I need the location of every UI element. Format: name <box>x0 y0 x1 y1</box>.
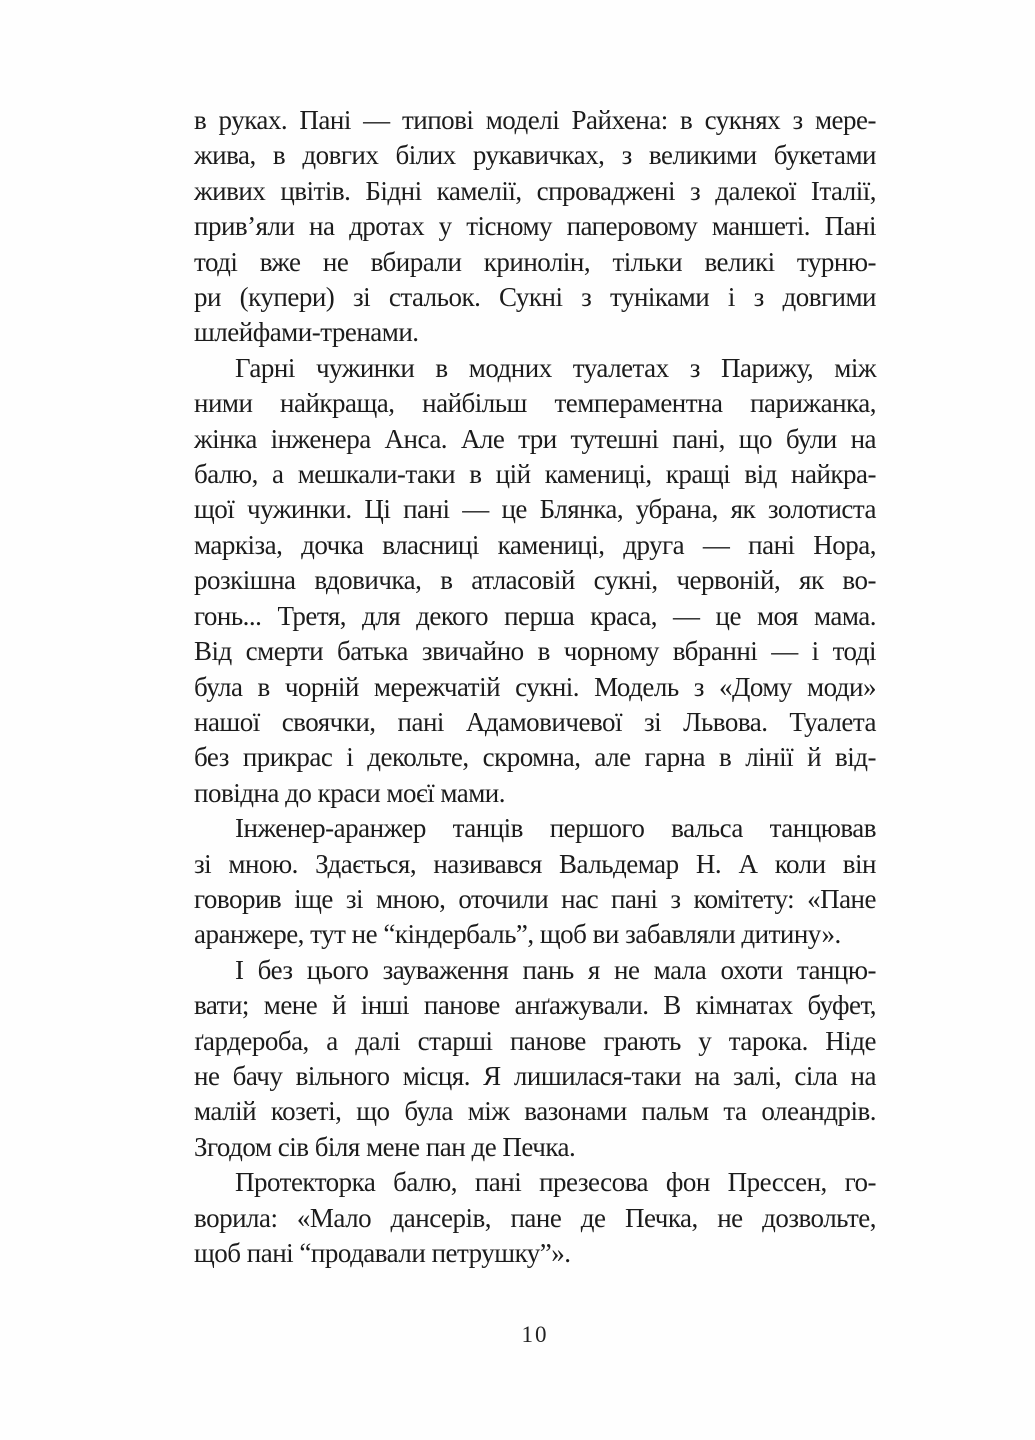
text-line: нашої своячки, пані Адамовичевої зі Львова. Туалета <box>194 706 876 737</box>
text-line: в руках. Пані — типові моделі Райхена: в сукнях з мере- <box>194 105 876 135</box>
text-line: І без цього зауваження пань я не мала охоти танцю- <box>235 954 876 985</box>
text-line: Від смерти батька звичайно в чорному вбранні — і тоді <box>194 636 876 667</box>
text-line: ри (купери) зі стальок. Сукні з туніками і з довгими <box>194 282 876 313</box>
text-line: жива, в довгих білих рукавичках, з великими букетами <box>194 140 876 171</box>
text-line: шлейфами-тренами. <box>194 317 419 348</box>
text-block <box>194 103 876 1271</box>
text-line: тоді вже не вбирали кринолін, тільки великі турню- <box>194 246 876 277</box>
page-number: 10 <box>521 1322 549 1347</box>
text-line: була в чорній мережчатій сукні. Модель з «Дому моди» <box>194 671 876 702</box>
text-line: гонь... Третя, для декого перша краса, — це моя мама. <box>194 600 876 631</box>
paragraph-5 <box>194 1165 876 1271</box>
text-line: ними найкраща, найбільш темпераментна парижанка, <box>194 388 876 419</box>
text-line: повідна до краси моєї мами. <box>194 777 505 808</box>
paragraph-4 <box>194 953 876 1165</box>
text-line: Інженер-аранжер танців першого вальса танцював <box>235 813 876 844</box>
text-line: без прикрас і декольте, скромна, але гарна в лінії й від- <box>194 742 876 773</box>
text-line: маркіза, дочка власниці камениці, друга — пані Нора, <box>194 529 876 560</box>
text-line: Гарні чужинки в модних туалетах з Парижу, між <box>235 352 876 383</box>
text-line: живих цвітів. Бідні камелії, спроваджені з далекої Італії, <box>194 175 876 206</box>
text-line: не бачу вільного місця. Я лишилася-таки на залі, сіла на <box>194 1060 876 1091</box>
text-line: щоб пані “продавали петрушку”». <box>194 1238 571 1268</box>
text-line: малій козеті, що була між вазонами пальм та олеандрів. <box>194 1096 876 1127</box>
text-line: ворила: «Мало дансерів, пане де Печка, не дозвольте, <box>194 1202 876 1233</box>
text-line: аранжере, тут не “кіндербаль”, щоб ви забавляли дитину». <box>194 919 841 950</box>
text-line: розкішна вдовичка, в атласовій сукні, червоній, як во- <box>194 565 876 596</box>
text-line: зі мною. Здається, називався Вальдемар Н. А коли він <box>194 848 876 879</box>
text-line: Протекторка балю, пані презесова фон Прессен, го- <box>235 1167 876 1198</box>
paragraph-2 <box>194 351 876 811</box>
text-line: прив’яли на дротах у тісному паперовому маншеті. Пані <box>194 211 876 242</box>
text-line: Згодом сів біля мене пан де Печка. <box>194 1131 576 1162</box>
paragraph-3 <box>194 811 876 953</box>
text-line: говорив іще зі мною, оточили нас пані з комітету: «Пане <box>194 883 876 914</box>
text-line: жінка інженера Анса. Але три тутешні пані, що були на <box>194 423 876 454</box>
paragraph-1 <box>194 103 876 351</box>
text-line: вати; мене й інші панове анґажували. В кімнатах буфет, <box>194 990 876 1021</box>
text-line: ґардероба, а далі старші панове грають у тарока. Ніде <box>194 1025 876 1056</box>
text-line: щої чужинки. Ці пані — це Блянка, убрана, як золотиста <box>194 494 876 525</box>
text-line: балю, а мешкали-таки в цій камениці, кращі від найкра- <box>194 459 876 490</box>
